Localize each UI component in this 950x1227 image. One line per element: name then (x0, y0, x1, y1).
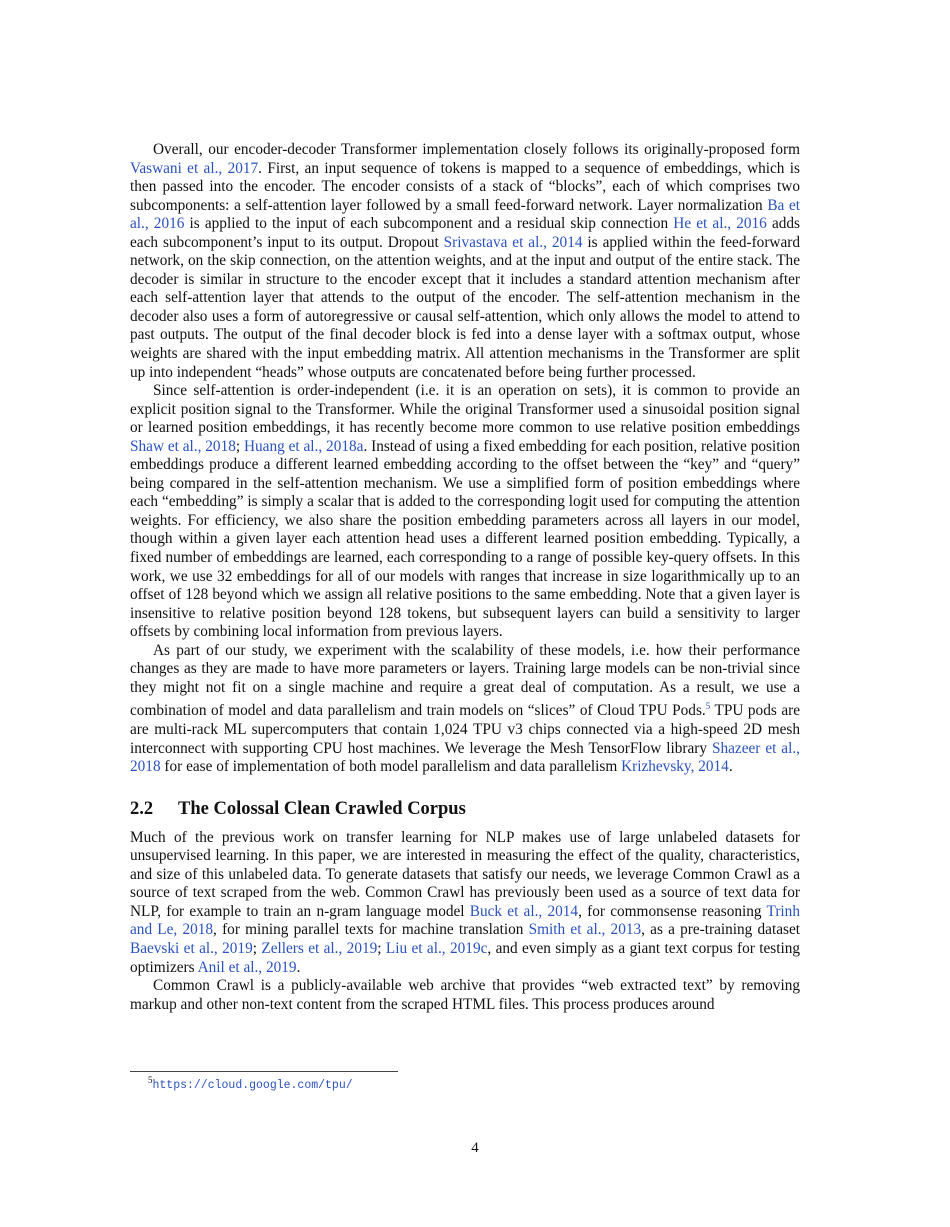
page-number: 4 (471, 1140, 479, 1156)
text-run: , for mining parallel texts for machine translation (213, 921, 529, 939)
section-heading (130, 797, 800, 821)
text-run: . (728, 758, 733, 776)
text-run: is applied within the feed-forward network, on the skip connection, on the attention weights, and at the input and output of the entire stack. The decoder is similar in structure to the encoder except that it includes a standard attention mechanism after each self-attention layer that attends to the output of the encoder. The self-attention mechanism in the decoder also uses a form of autoregressive or causal self-attention, which only allows the model to attend to past outputs. The output of the final decoder block is fed into a dense layer with a softmax output, whose weights are shared with the input embedding matrix. All attention mechanisms in the Transformer are split up into independent “heads” whose outputs are concatenated before being further processed. (130, 233, 800, 381)
citation-link[interactable]: Buck et al., 2014 (469, 902, 579, 920)
text-run: . First, an input sequence of tokens is mapped to a sequence of embeddings, which is then passed into the encoder. The encoder consists of a stack of “blocks”, each of which comprises two subcomponents: a self-attention layer followed by a small feed-forward network. Layer normalization (130, 159, 800, 214)
citation-link[interactable]: Srivastava et al., 2014 (443, 233, 583, 251)
text-run: As part of our study, we experiment with the scalability of these models, i.e. how their performance changes as they are made to have more parameters or layers. Training large models can be non-trivial since they might not fit on a single machine and require a great deal of computation. As a result, we use a combination of model and data parallelism and train models on “slices” of Cloud TPU Pods. (130, 641, 800, 720)
footnote-link[interactable]: https://cloud.google.com/tpu/ (152, 1078, 353, 1092)
citation-link[interactable]: Huang et al., 2018a (243, 437, 364, 455)
citation-link[interactable]: Shazeer et al., 2018 (130, 739, 800, 776)
footnote-divider (130, 1071, 398, 1072)
text-run: , and even simply as a giant text corpus for testing optimizers (130, 939, 801, 976)
citation-link[interactable]: Anil et al., 2019 (197, 958, 297, 976)
citation-link[interactable]: Vaswani et al., 2017 (130, 159, 259, 177)
citation-link[interactable]: He et al., 2016 (673, 215, 767, 233)
main-text (130, 141, 800, 1014)
citation-link[interactable]: Zellers et al., 2019 (261, 939, 378, 957)
text-run: Overall, our encoder-decoder Transformer implementation closely follows its originally-proposed form (153, 141, 800, 158)
text-run: Common Crawl is a publicly-available web archive that provides “web extracted text” by removing markup and other non-text content from the scraped HTML files. This process produces around (130, 977, 800, 1013)
footnote-ref[interactable]: 5 (705, 701, 711, 712)
footnote (148, 1075, 353, 1092)
text-run: is applied to the input of each subcomponent and a residual skip connection (184, 215, 674, 233)
paragraph (130, 642, 800, 777)
text-run: adds each subcomponent’s input to its output. Dropout (130, 215, 800, 251)
text-run: ; (377, 939, 386, 957)
text-run: ; (252, 939, 262, 957)
citation-link[interactable]: Baevski et al., 2019 (130, 939, 253, 957)
text-run: . Instead of using a fixed embedding for each position, relative position embeddings produce a different learned embedding according to the offset between the “key” and “query” being compared in the self-attention mechanism. We use a simplified form of position embeddings where each “embedding” is simply a scalar that is added to the corresponding logit used for computing the attention weights. For efficiency, we also share the position embedding parameters across all layers in our model, though within a given layer each attention head uses a different learned position embedding. Typically, a fixed number of embeddings are learned, each corresponding to a range of possible key-query offsets. In this work, we use 32 embeddings for all of our models with ranges that increase in size logarithmically up to an offset of 128 beyond which we assign all relative positions to the same embedding. Note that a given layer is insensitive to relative position beyond 128 tokens, but subsequent layers can build a sensitivity to larger offsets by combining local information from previous layers. (130, 437, 800, 641)
paragraph (130, 141, 800, 382)
footnote-mark: 5 (148, 1075, 153, 1085)
citation-link[interactable]: Ba et al., 2016 (130, 196, 800, 233)
text-run: . (296, 958, 301, 976)
citation-link[interactable]: Krizhevsky, 2014 (621, 758, 729, 776)
citation-link[interactable]: Trinh and Le, 2018 (130, 902, 800, 939)
text-run: TPU pods are are multi-rack ML supercomputers that contain 1,024 TPU v3 chips connected via a high-speed 2D mesh interconnect with supporting CPU host machines. We leverage the Mesh TensorFlow library (130, 702, 800, 757)
text-run: for ease of implementation of both model parallelism and data parallelism (160, 758, 622, 776)
section-title: The Colossal Clean Crawled Corpus (178, 798, 466, 819)
citation-link[interactable]: Shaw et al., 2018 (130, 437, 236, 455)
section-number: 2.2 (130, 798, 154, 819)
text-run: , as a pre-training dataset (641, 921, 800, 939)
citation-link[interactable]: Liu et al., 2019c (385, 939, 488, 957)
text-run: , for commonsense reasoning (578, 902, 767, 920)
paragraph (130, 382, 800, 642)
text-run: Much of the previous work on transfer learning for NLP makes use of large unlabeled datasets for unsupervised learning. In this paper, we are interested in measuring the effect of the quality, characteristics, and size of this unlabeled data. To generate datasets that satisfy our needs, we leverage Common Crawl as a source of text scraped from the web. Common Crawl has previously been used as a source of text data for NLP, for example to train an n-gram language model (130, 828, 800, 920)
paragraph (130, 977, 800, 1014)
text-run: ; (235, 437, 244, 455)
text-run: Since self-attention is order-independent (i.e. it is an operation on sets), it is common to provide an explicit position signal to the Transformer. While the original Transformer used a sinusoidal position signal or learned position embeddings, it has recently become more common to use relative position embeddings (130, 382, 800, 437)
citation-link[interactable]: Smith et al., 2013 (528, 921, 642, 939)
section-2-1-body (130, 141, 800, 777)
paragraph (130, 829, 800, 977)
section-2-2-body (130, 829, 800, 1014)
